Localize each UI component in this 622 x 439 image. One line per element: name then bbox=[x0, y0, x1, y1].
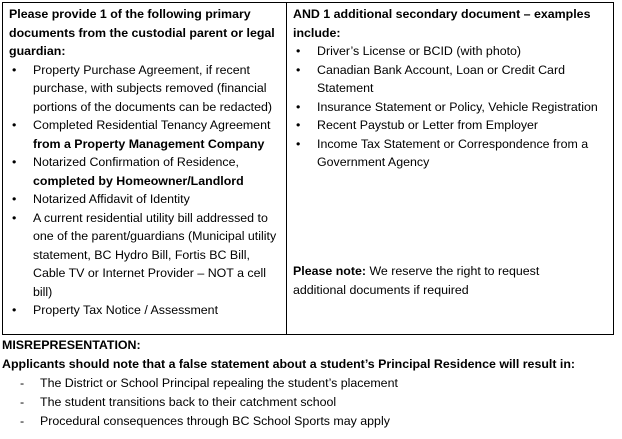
list-item bbox=[9, 301, 280, 320]
list-item-text: Property Purchase Agreement, if recent purchase, with subjects removed (financial portions of the documents can be redacted) bbox=[33, 62, 273, 114]
list-item-bold-text: completed by Homeowner/Landlord bbox=[33, 173, 244, 188]
list-item: • Recent Paystub or Letter from Employer bbox=[293, 116, 607, 135]
note-text: We reserve the right to request additional documents if required bbox=[293, 264, 540, 297]
list-item: - The District or School Principal repealing the student’s placement bbox=[2, 374, 617, 393]
list-item-text: A current residential utility bill addressed to one of the parent/guardians (Municipal utility statement, BC Hydro Bill, Fortis BC Bill, Cable TV or Internet Provider – NOT a cell bill) bbox=[33, 210, 277, 299]
primary-documents-heading: Please provide 1 of the following primary documents from the custodial parent or legal guardian: bbox=[9, 7, 275, 58]
primary-documents-column bbox=[3, 3, 287, 334]
list-item: • Driver’s License or BCID (with photo) bbox=[293, 42, 607, 61]
list-item bbox=[9, 209, 280, 302]
list-item: • Insurance Statement or Policy, Vehicle Registration bbox=[293, 98, 607, 117]
list-item bbox=[9, 190, 280, 209]
list-item bbox=[9, 116, 280, 153]
secondary-documents-list bbox=[293, 42, 607, 172]
documents-table bbox=[2, 2, 614, 335]
primary-documents-list bbox=[9, 61, 280, 320]
misrepresentation-title: MISREPRESENTATION: bbox=[2, 338, 141, 352]
list-item bbox=[9, 153, 280, 190]
consequences-list bbox=[2, 374, 617, 431]
secondary-documents-column bbox=[287, 3, 613, 334]
list-item-text: Notarized Confirmation of Residence, bbox=[33, 155, 239, 169]
misrepresentation-section bbox=[2, 337, 617, 431]
list-item bbox=[9, 61, 280, 117]
list-item-text: Completed Residential Tenancy Agreement bbox=[33, 118, 271, 132]
misrepresentation-subtitle: Applicants should note that a false statement about a student’s Principal Residence will result in: bbox=[2, 357, 576, 371]
list-item: - The student transitions back to their catchment school bbox=[2, 393, 617, 412]
list-item-text: Notarized Affidavit of Identity bbox=[33, 192, 190, 206]
secondary-documents-heading: AND 1 additional secondary document – examples include: bbox=[293, 7, 591, 40]
list-item: • Canadian Bank Account, Loan or Credit Card Statement bbox=[293, 61, 607, 98]
list-item: - Procedural consequences through BC School Sports may apply bbox=[2, 412, 617, 431]
note-label: Please note: bbox=[293, 264, 366, 278]
list-item: • Income Tax Statement or Correspondence from a Government Agency bbox=[293, 135, 607, 172]
list-item-bold-text: from a Property Management Company bbox=[33, 136, 265, 151]
please-note bbox=[293, 262, 593, 299]
list-item-text: Property Tax Notice / Assessment bbox=[33, 303, 219, 317]
